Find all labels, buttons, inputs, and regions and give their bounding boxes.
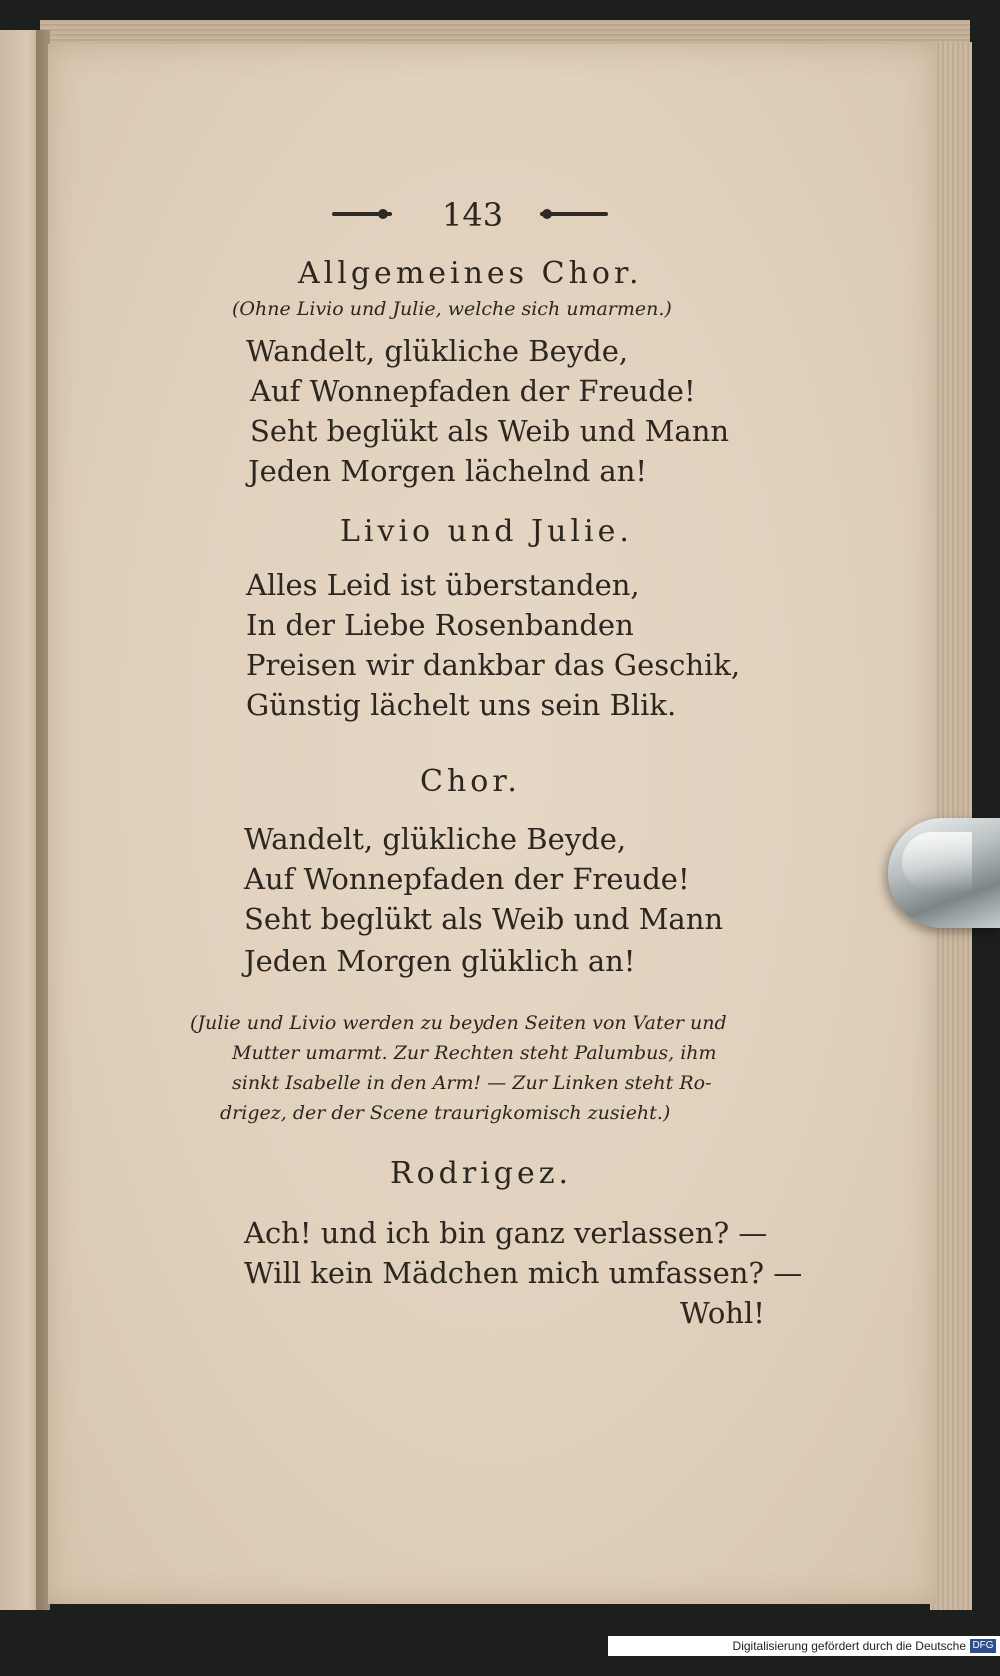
catchword: Wohl! (680, 1296, 765, 1330)
stage-direction: sinkt Isabelle in den Arm! — Zur Linken steht Ro- (232, 1072, 712, 1094)
verse-line: Günstig lächelt uns sein Blik. (246, 688, 677, 722)
verse-line: Will kein Mädchen mich umfassen? — (244, 1256, 803, 1290)
right-ornament (540, 212, 608, 216)
heading-chor: Chor. (420, 764, 521, 799)
dfg-logo-icon: DFG (970, 1639, 996, 1653)
verse-line: Alles Leid ist überstanden, (246, 568, 640, 602)
verse-line: Jeden Morgen lächelnd an! (248, 454, 648, 488)
page-clip (888, 818, 1000, 928)
verse-line: In der Liebe Rosenbanden (246, 608, 634, 642)
page-number: 143 (442, 196, 504, 234)
digitization-footer (608, 1636, 1000, 1673)
heading-livio-und-julie: Livio und Julie. (340, 514, 633, 549)
left-ornament (332, 212, 392, 216)
stage-direction: (Ohne Livio und Julie, welche sich umarmen.) (232, 298, 672, 320)
verse-line: Jeden Morgen glüklich an! (244, 944, 636, 978)
verse-line: Auf Wonnepfaden der Freude! (250, 374, 696, 408)
verse-line: Wandelt, glükliche Beyde, (244, 822, 627, 856)
verse-line: Seht beglükt als Weib und Mann (244, 902, 724, 936)
stage-direction: (Julie und Livio werden zu beyden Seiten von Vater und (190, 1012, 727, 1034)
verse-line: Preisen wir dankbar das Geschik, (246, 648, 741, 682)
footer-text: Digitalisierung gefördert durch die Deutsche Forschungsgemeinschaft - (732, 1639, 966, 1673)
stage-direction: drigez, der der Scene traurigkomisch zusieht.) (220, 1102, 671, 1124)
heading-allgemeines-chor: Allgemeines Chor. (298, 256, 643, 291)
verse-line: Ach! und ich bin ganz verlassen? — (244, 1216, 768, 1250)
verse-line: Auf Wonnepfaden der Freude! (244, 862, 690, 896)
verse-line: Wandelt, glükliche Beyde, (246, 334, 629, 368)
stage-direction: Mutter umarmt. Zur Rechten steht Palumbus, ihm (232, 1042, 717, 1064)
heading-rodrigez: Rodrigez. (390, 1156, 573, 1191)
verse-line: Seht beglükt als Weib und Mann (250, 414, 730, 448)
